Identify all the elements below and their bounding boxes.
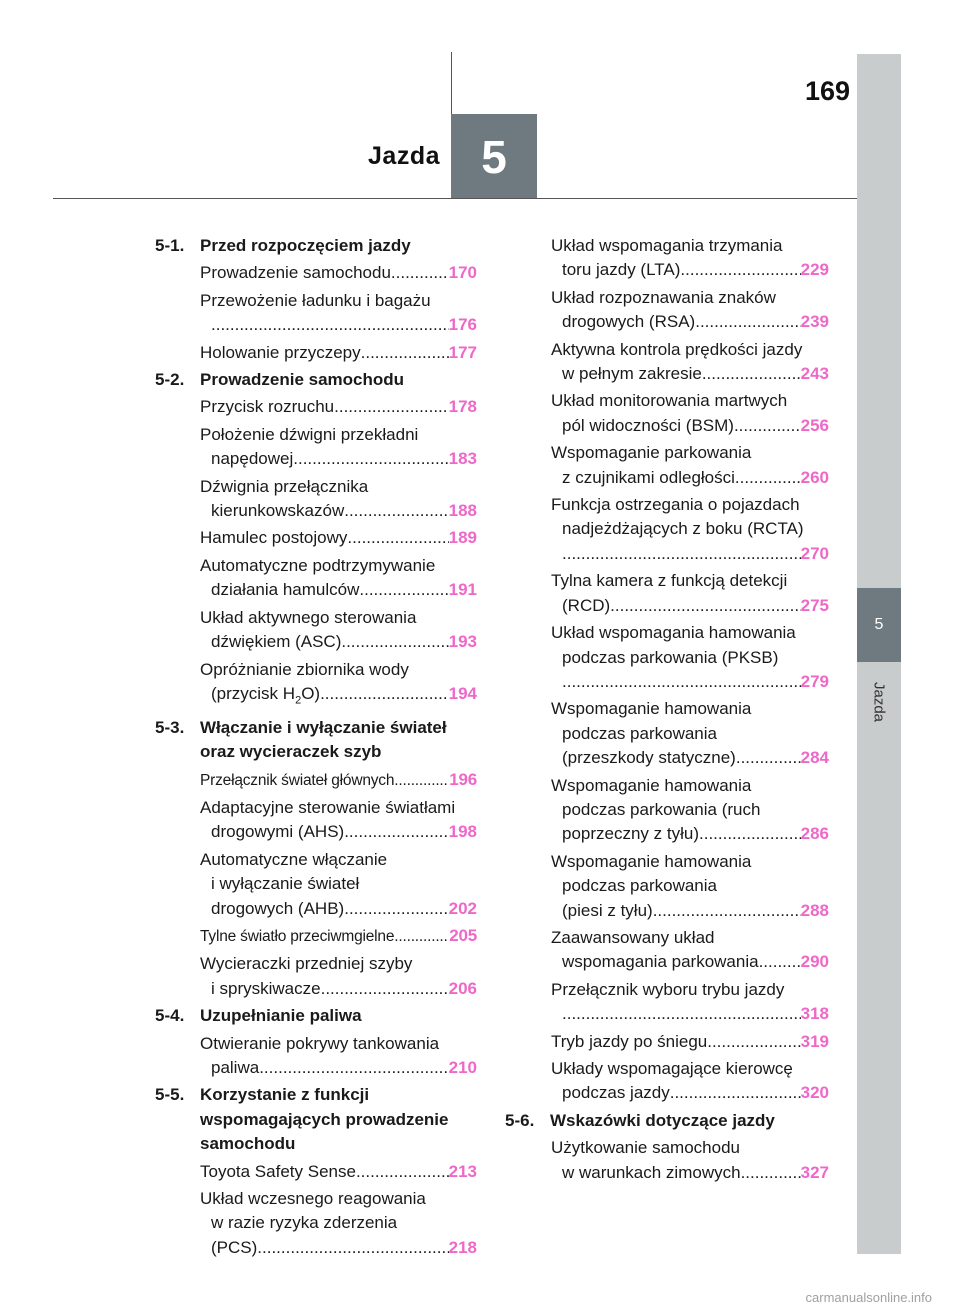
entry-text <box>211 897 477 921</box>
toc-column-left <box>155 234 477 1263</box>
entry-text: nadjeżdżających z boku (RCTA) <box>562 519 804 539</box>
entry-text <box>211 820 477 844</box>
toc-entry[interactable] <box>200 341 477 365</box>
page-link[interactable]: 288 <box>800 900 829 920</box>
dot-leader <box>257 1236 448 1260</box>
subscript: 2 <box>295 694 302 707</box>
entry-text: Wspomaganie hamowania <box>551 775 752 795</box>
entry-label: drogowych (RSA) <box>562 312 696 332</box>
page-link[interactable]: 178 <box>448 397 477 417</box>
dot-leader <box>741 1161 801 1185</box>
dot-leader <box>610 594 800 618</box>
entry-text <box>562 1161 829 1185</box>
toc-entry[interactable] <box>200 423 477 472</box>
toc-entry[interactable] <box>551 774 829 847</box>
page-link[interactable]: 279 <box>800 671 829 691</box>
dot-leader <box>344 897 448 921</box>
entry-text <box>211 447 477 471</box>
toc-entry[interactable] <box>551 926 829 975</box>
entry-text <box>562 362 829 386</box>
entry-text: podczas parkowania <box>562 723 717 743</box>
dot-leader <box>211 313 449 337</box>
dot-leader <box>341 630 448 654</box>
section-number: 5-2. <box>155 370 185 390</box>
watermark: carmanualsonline.info <box>805 1290 932 1305</box>
header-divider-vertical <box>451 52 452 114</box>
entry-label: kierunkowskazów <box>211 501 345 521</box>
entry-text <box>562 310 829 334</box>
toc-entry[interactable] <box>200 768 477 793</box>
entry-label: w pełnym zakresie <box>562 364 702 384</box>
page-link[interactable]: 218 <box>448 1237 477 1257</box>
page-link[interactable]: 193 <box>448 632 477 652</box>
entry-text <box>562 746 829 770</box>
entry-text: Dźwignia przełącznika <box>200 476 369 496</box>
entry-text: Adaptacyjne sterowanie światłami <box>200 797 456 817</box>
toc-entry[interactable] <box>551 441 829 490</box>
toc-entry[interactable] <box>200 475 477 524</box>
toc-entry[interactable] <box>200 395 477 419</box>
entry-text: Położenie dźwigni przekładni <box>200 424 419 444</box>
entry-text <box>211 630 477 654</box>
entry-text <box>200 261 477 285</box>
page-link[interactable]: 260 <box>800 467 829 487</box>
page-link[interactable]: 189 <box>448 528 477 548</box>
entry-text <box>562 899 829 923</box>
section-title: Uzupełnianie paliwa <box>200 1006 362 1026</box>
entry-label: z czujnikami odległości <box>562 467 735 487</box>
page-link[interactable]: 239 <box>800 312 829 332</box>
entry-label: i spryskiwacze <box>211 978 321 998</box>
entry-text <box>562 466 829 490</box>
section-title: Włączanie i wyłączanie świateł oraz wycieraczek szyb <box>200 717 447 762</box>
toc-entry[interactable] <box>551 850 829 923</box>
toc-entry[interactable] <box>551 1030 829 1054</box>
toc-section <box>155 716 477 765</box>
page-link[interactable]: 191 <box>448 580 477 600</box>
entry-text <box>200 341 477 365</box>
entry-label: drogowych (AHB) <box>211 898 345 918</box>
dot-leader <box>702 362 801 386</box>
page-link[interactable]: 183 <box>448 449 477 469</box>
entry-text: Wspomaganie parkowania <box>551 443 752 463</box>
dot-leader <box>394 925 449 949</box>
dot-leader <box>394 769 449 793</box>
dot-leader <box>734 414 801 438</box>
page-link[interactable]: 327 <box>800 1162 829 1182</box>
entry-text: Otwieranie pokrywy tankowania <box>200 1033 440 1053</box>
dot-leader <box>347 526 448 550</box>
entry-label: paliwa <box>211 1057 260 1077</box>
entry-text <box>562 822 829 846</box>
dot-leader <box>695 310 800 334</box>
dot-leader <box>356 1160 449 1184</box>
entry-text <box>200 395 477 419</box>
section-title: Korzystanie z funkcji wspomagających prowadzenie samochodu <box>200 1085 449 1154</box>
toc-section <box>155 1083 477 1156</box>
entry-label: działania hamulców <box>211 580 360 600</box>
entry-text: Wspomaganie hamowania <box>551 851 752 871</box>
entry-label: (przycisk $H_2O$) <box>211 683 321 707</box>
toc-column-right <box>505 234 829 1188</box>
entry-text <box>211 1236 477 1260</box>
page-link[interactable]: 229 <box>800 260 829 280</box>
side-tab-label: Jazda <box>870 681 888 723</box>
toc-entry[interactable] <box>200 526 477 550</box>
entry-label: Prowadzenie samochodu <box>200 263 391 283</box>
entry-text <box>211 682 477 713</box>
page-link[interactable]: 206 <box>448 978 477 998</box>
entry-label: Tylne światło przeciwmgielne <box>200 927 395 945</box>
toc-entry[interactable] <box>551 569 829 618</box>
entry-text <box>211 499 477 523</box>
dot-leader <box>680 258 800 282</box>
entry-text: Układ wspomagania hamowania <box>551 623 796 643</box>
entry-label: Tryb jazdy po śniegu <box>551 1031 708 1051</box>
entry-text: Układ rozpoznawania znaków <box>551 287 776 307</box>
entry-label: podczas jazdy <box>562 1083 670 1103</box>
dot-leader <box>653 899 801 923</box>
entry-text: Użytkowanie samochodu <box>551 1138 740 1158</box>
entry-label: drogowymi (AHS) <box>211 822 345 842</box>
toc-entry[interactable] <box>200 1032 477 1081</box>
dot-leader <box>391 261 449 285</box>
entry-label: (piesi z tyłu) <box>562 900 653 920</box>
entry-text: i wyłączanie świateł <box>211 874 360 894</box>
toc-entry[interactable] <box>200 261 477 285</box>
section-title: Wskazówki dotyczące jazdy <box>550 1110 775 1130</box>
page-link[interactable]: 275 <box>800 595 829 615</box>
page-link[interactable]: 202 <box>448 898 477 918</box>
section-title: Prowadzenie samochodu <box>200 370 405 390</box>
entry-text: w razie ryzyka zderzenia <box>211 1213 398 1233</box>
entry-text <box>200 526 477 550</box>
entry-text: Układ aktywnego sterowania <box>200 607 417 627</box>
entry-text: Przełącznik wyboru trybu jazdy <box>551 979 785 999</box>
toc-entry[interactable] <box>200 796 477 845</box>
entry-text <box>562 258 829 282</box>
toc-entry[interactable] <box>200 1187 477 1260</box>
page-link[interactable]: 256 <box>800 415 829 435</box>
toc-entry[interactable] <box>200 1160 477 1184</box>
page-link[interactable]: 319 <box>800 1031 829 1051</box>
entry-text: podczas parkowania (PKSB) <box>562 647 779 667</box>
entry-label: napędowej <box>211 449 294 469</box>
entry-text <box>562 670 829 694</box>
entry-label: Holowanie przyczepy <box>200 342 361 362</box>
toc-entry[interactable] <box>551 621 829 694</box>
page-link[interactable]: 177 <box>448 342 477 362</box>
entry-label: poprzeczny z tyłu) <box>562 824 699 844</box>
entry-text <box>562 414 829 438</box>
dot-leader <box>670 1081 801 1105</box>
entry-label: (PCS) <box>211 1237 258 1257</box>
page-number: 169 <box>804 76 850 106</box>
entry-text <box>200 924 477 949</box>
entry-label: wspomagania parkowania <box>562 952 759 972</box>
page-link[interactable]: 188 <box>448 501 477 521</box>
dot-leader <box>735 466 801 490</box>
header-divider-horizontal <box>53 198 857 199</box>
entry-text: Przewożenie ładunku i bagażu <box>200 290 431 310</box>
toc-entry[interactable] <box>200 606 477 655</box>
entry-label: pól widoczności (BSM) <box>562 415 734 435</box>
section-number: 5-5. <box>155 1085 185 1105</box>
dot-leader <box>321 977 449 1001</box>
page-link[interactable]: 196 <box>449 769 477 789</box>
entry-text: Wycieraczki przedniej szyby <box>200 954 413 974</box>
toc-entry[interactable] <box>200 289 477 338</box>
section-number: 5-4. <box>155 1006 185 1026</box>
entry-text: Układ wczesnego reagowania <box>200 1189 426 1209</box>
entry-label: dźwiękiem (ASC) <box>211 632 342 652</box>
toc-section <box>155 1004 477 1028</box>
toc-entry[interactable] <box>551 234 829 283</box>
chapter-number-box: 5 <box>451 114 537 199</box>
entry-text <box>200 768 477 793</box>
toc-entry[interactable] <box>551 493 829 566</box>
page-link[interactable]: 170 <box>448 263 477 283</box>
page-link[interactable]: 286 <box>800 824 829 844</box>
entry-label: Przycisk rozruchu <box>200 397 335 417</box>
entry-label: toru jazdy (LTA) <box>562 260 681 280</box>
page-link[interactable]: 194 <box>448 683 477 703</box>
entry-text <box>211 313 477 337</box>
dot-leader <box>707 1030 800 1054</box>
entry-text <box>211 1056 477 1080</box>
toc-section <box>505 1109 829 1133</box>
entry-text: Układ wspomagania trzymania <box>551 236 783 255</box>
toc-entry[interactable] <box>551 286 829 335</box>
dot-leader <box>259 1056 448 1080</box>
toc-entry[interactable] <box>551 978 829 1027</box>
entry-label: Przełącznik świateł głównych <box>200 771 395 789</box>
entry-label: Toyota Safety Sense <box>200 1161 356 1181</box>
page-link[interactable]: 284 <box>800 748 829 768</box>
section-number: 5-1. <box>155 236 185 255</box>
toc-section <box>155 368 477 392</box>
dot-leader <box>562 670 801 694</box>
dot-leader <box>320 682 449 706</box>
entry-text <box>562 594 829 618</box>
toc-entry[interactable] <box>200 952 477 1001</box>
toc-entry[interactable] <box>200 554 477 603</box>
entry-text: Automatyczne włączanie <box>200 849 388 869</box>
dot-leader <box>334 395 448 419</box>
page-link[interactable]: 243 <box>800 364 829 384</box>
toc-entry[interactable] <box>551 1136 829 1185</box>
toc-section <box>155 234 477 258</box>
page-link[interactable]: 210 <box>448 1057 477 1077</box>
dot-leader <box>359 578 448 602</box>
entry-text: Tylna kamera z funkcją detekcji <box>551 571 788 591</box>
entry-text <box>562 1081 829 1105</box>
entry-text <box>551 1030 829 1054</box>
toc-entry[interactable] <box>200 658 477 713</box>
chapter-title: Jazda <box>368 142 440 170</box>
toc-entry[interactable] <box>551 697 829 770</box>
entry-text <box>562 542 829 566</box>
entry-label: Hamulec postojowy <box>200 528 348 548</box>
toc-entry[interactable] <box>200 848 477 921</box>
section-number: 5-3. <box>155 717 185 737</box>
page-link[interactable]: 270 <box>800 543 829 563</box>
dot-leader <box>344 499 448 523</box>
entry-label: (przeszkody statyczne) <box>562 748 736 768</box>
entry-text: Automatyczne podtrzymywanie <box>200 555 436 575</box>
entry-text: Opróżnianie zbiornika wody <box>200 659 409 679</box>
dot-leader <box>759 950 801 974</box>
toc-entry[interactable] <box>551 338 829 387</box>
entry-text <box>211 977 477 1001</box>
entry-text <box>562 1002 829 1026</box>
page-link[interactable]: 176 <box>448 315 477 335</box>
page-link[interactable]: 320 <box>800 1083 829 1103</box>
page-link[interactable]: 198 <box>448 822 477 842</box>
section-number: 5-6. <box>505 1110 535 1130</box>
dot-leader <box>361 341 449 365</box>
dot-leader <box>699 822 801 846</box>
toc-entry[interactable] <box>551 1057 829 1106</box>
entry-text <box>211 578 477 602</box>
dot-leader <box>736 746 801 770</box>
entry-text: podczas parkowania (ruch <box>562 799 761 819</box>
entry-text <box>200 1160 477 1184</box>
entry-text: Układy wspomagające kierowcę <box>551 1059 793 1078</box>
page-link[interactable]: 213 <box>448 1161 477 1181</box>
dot-leader <box>344 820 448 844</box>
entry-text: podczas parkowania <box>562 876 717 896</box>
entry-label: w warunkach zimowych <box>562 1162 741 1182</box>
dot-leader <box>562 1002 801 1026</box>
page-link[interactable]: 290 <box>800 952 829 972</box>
dot-leader <box>562 542 801 566</box>
entry-text: Funkcja ostrzegania o pojazdach <box>551 495 800 515</box>
entry-label: (RCD) <box>562 595 611 615</box>
entry-text: Układ monitorowania martwych <box>551 391 788 411</box>
entry-text: Zaawansowany układ <box>551 927 715 947</box>
entry-text: Aktywna kontrola prędkości jazdy <box>551 339 803 359</box>
section-title: Przed rozpoczęciem jazdy <box>200 236 411 255</box>
entry-text: Wspomaganie hamowania <box>551 699 752 719</box>
entry-text <box>562 950 829 974</box>
side-tab-number[interactable]: 5 <box>857 588 901 662</box>
toc-entry[interactable] <box>551 389 829 438</box>
page-link[interactable]: 318 <box>800 1004 829 1024</box>
toc-entry[interactable] <box>200 924 477 949</box>
page-link[interactable]: 205 <box>449 925 477 945</box>
dot-leader <box>293 447 448 471</box>
